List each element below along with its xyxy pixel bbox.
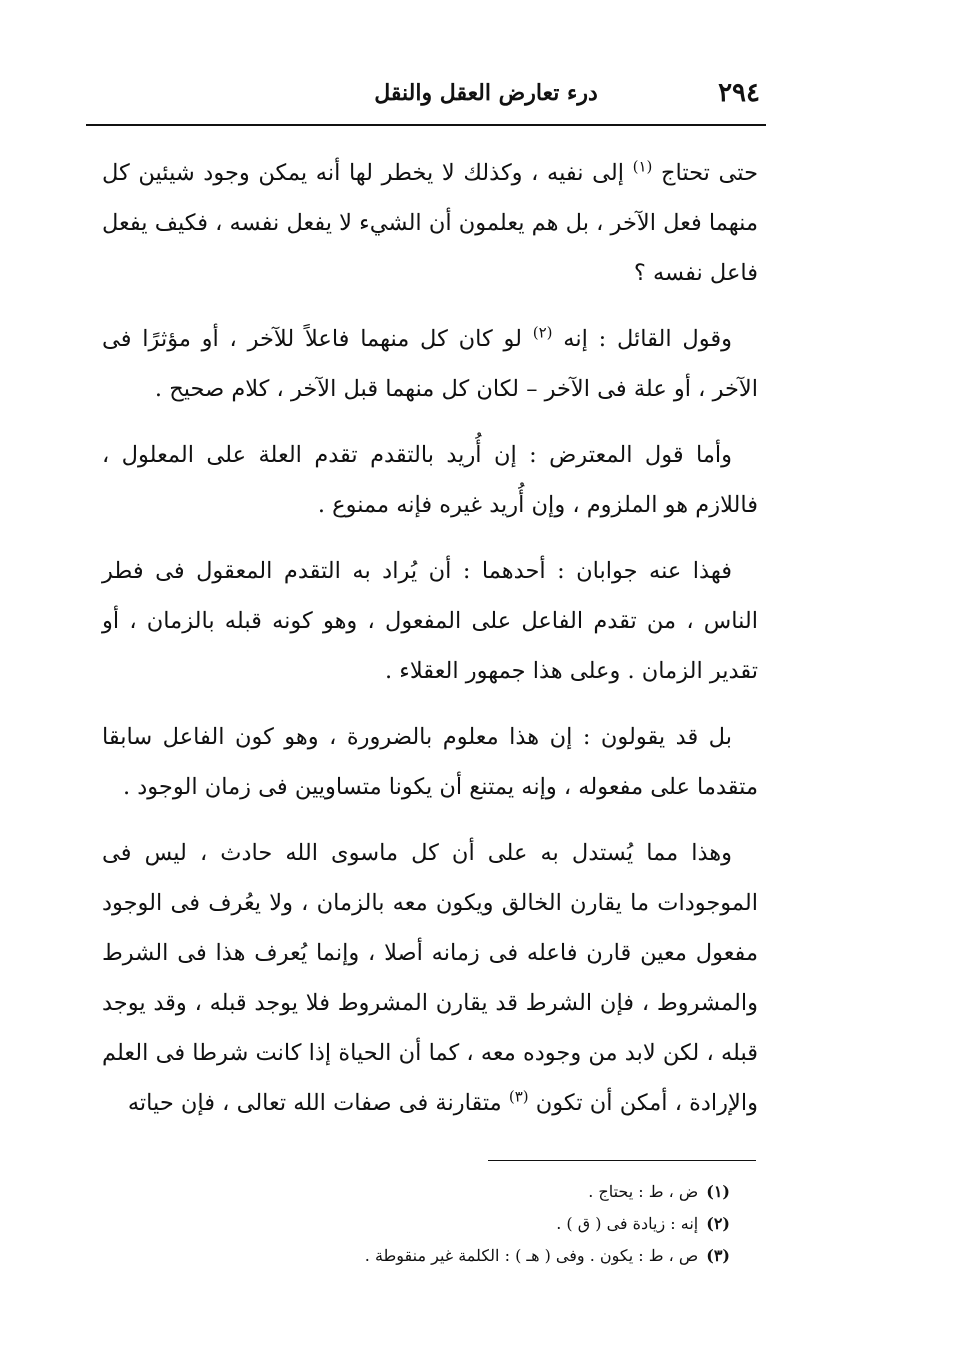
footnote-3-text: ص ، ط : يكون . وفى ( هـ ) : الكلمة غير منقوطة . <box>364 1246 699 1265</box>
paragraph-4: فهذا عنه جوابان : أحدهما : أن يُراد به التقدم المعقول فى فطر الناس ، من تقدم الفاعل على المفعول ، وهو كونه قبله بالزمان ، أو تقدير الزمان . وعلى هذا جمهور العقلاء . <box>102 558 758 684</box>
footnote-1-text: ض ، ط : يحتاج . <box>588 1182 699 1201</box>
footnote-3-number: (٣) <box>706 1246 730 1265</box>
footnote-3 <box>200 1240 730 1272</box>
footnote-1-number: (١) <box>706 1182 730 1201</box>
footnote-1 <box>200 1176 730 1208</box>
footnote-2-text: إنه : زيادة فى ( ق ) . <box>556 1214 699 1233</box>
paragraph-3: وأما قول المعترض : إن أُريد بالتقدم تقدم العلة على المعلول ، فاللازم هو الملزوم ، وإن أُريد غيره فإنه ممنوع . <box>102 442 758 518</box>
footnote-rule <box>488 1160 756 1161</box>
running-title: درء تعارض العقل والنقل <box>374 80 598 106</box>
footnote-ref-2: (٢) <box>532 323 553 342</box>
paragraph-1 <box>102 148 758 298</box>
footnotes <box>200 1176 730 1272</box>
footnote-ref-1: (١) <box>632 157 653 176</box>
paragraph-6-text-b: متقارنة فى صفات الله تعالى ، فإن حياته <box>127 1090 502 1116</box>
paragraph-2 <box>102 314 758 414</box>
paragraph-2-text-b: لو كان كل منهما فاعلاً للآخر ، أو مؤثرًا فى الآخر ، أو علة فى الآخر – لكان كل منهما قبل الآخر ، كلام صحيح . <box>102 326 758 402</box>
main-text <box>102 148 758 1144</box>
header-rule <box>86 124 766 126</box>
paragraph-2-text-a: وقول القائل : إنه <box>563 326 733 352</box>
page-header <box>88 76 764 116</box>
footnote-ref-3: (٣) <box>508 1087 529 1106</box>
paragraph-1-text-b: إلى نفيه ، وكذلك لا يخطر لها أنه يمكن وجود شيئين كل منهما فعل الآخر ، بل هم يعلمون أن الشيء لا يفعل نفسه ، فكيف يفعل فاعل نفسه ؟ <box>102 160 758 286</box>
footnote-2 <box>200 1208 730 1240</box>
paragraph-1-text-a: حتى تحتاج <box>660 160 758 186</box>
paragraph-6-text-a: وهذا مما يُستدل به على أن كل ماسوى الله حادث ، ليس فى الموجودات ما يقارن الخالق ويكون معه بالزمان ، ولا يعُرف فى الوجود مفعول معين قارن فاعله فى زمانه أصلا ، وإنما يُعرف هذا فى الشرط والمشروط ، فإن الشرط قد يقارن المشروط فلا يوجد قبله ، وقد يوجد قبله ، لكن لابد من وجوده معه ، كما أن الحياة إذا كانت شرطا فى العلم والإرادة ، أمكن أن تكون <box>102 840 759 1116</box>
footnote-2-number: (٢) <box>706 1214 730 1233</box>
paragraph-5: بل قد يقولون : إن هذا معلوم بالضرورة ، وهو كون الفاعل سابقا متقدما على مفعوله ، وإنه يمتنع أن يكونا متساويين فى زمان الوجود . <box>102 724 758 800</box>
paragraph-6 <box>102 828 758 1128</box>
page-number: ٢٩٤ <box>718 78 760 108</box>
